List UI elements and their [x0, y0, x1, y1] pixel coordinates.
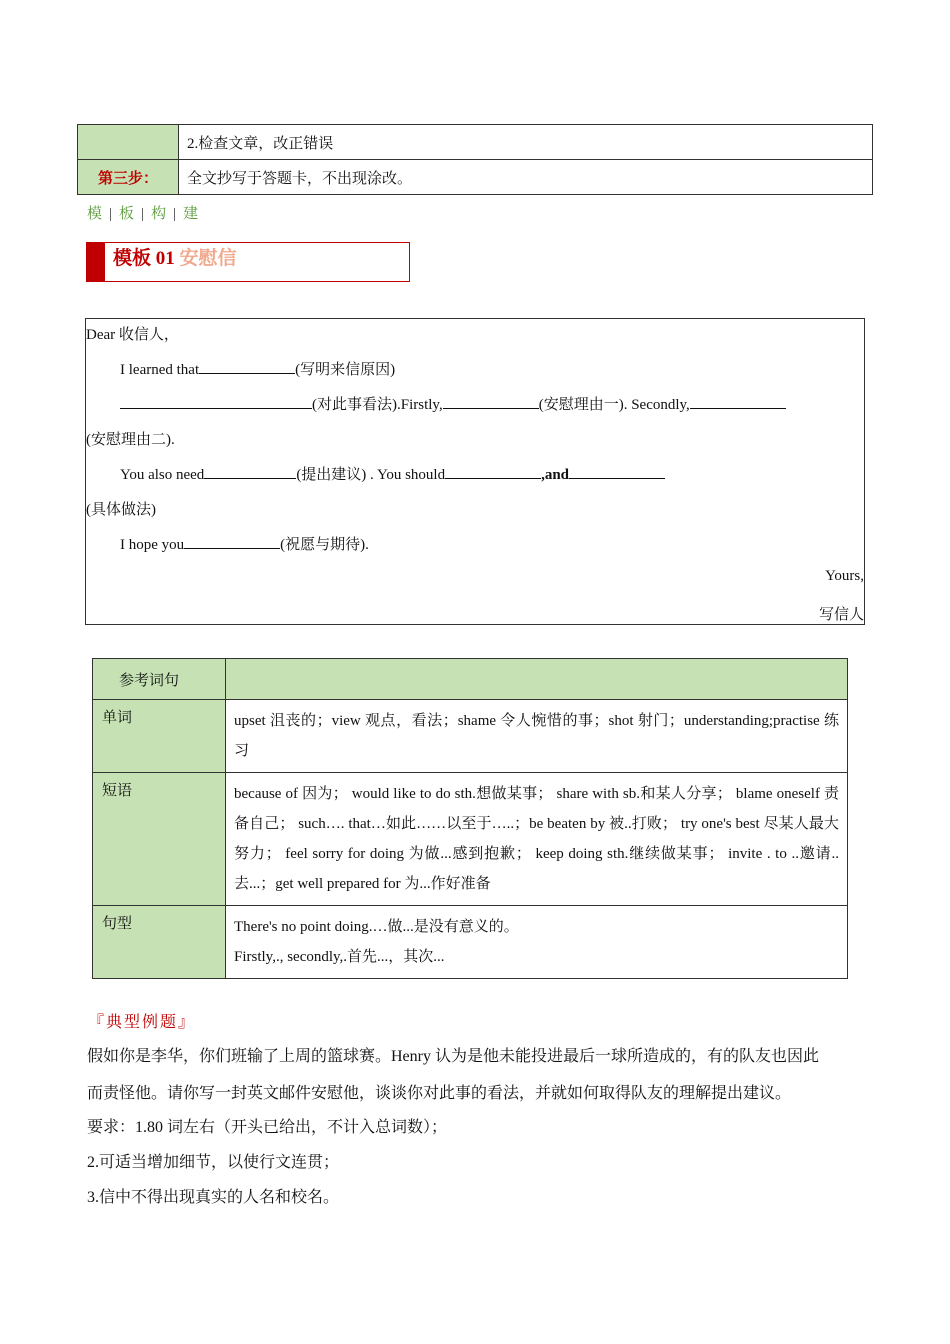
blank-line — [199, 359, 295, 374]
letter-line: (具体做法) — [86, 502, 156, 518]
reference-row — [93, 906, 848, 979]
reference-key: 句型 — [93, 906, 226, 979]
steps-table — [77, 124, 873, 195]
letter-closing: Yours, — [825, 568, 864, 584]
blank-line — [445, 464, 541, 479]
blank-line — [443, 394, 539, 409]
reference-header-row — [93, 659, 848, 700]
blank-line — [569, 464, 665, 479]
letter-salutation: Dear 收信人， — [86, 327, 179, 343]
letter-line: (安慰理由二). — [86, 432, 175, 448]
template-title — [113, 243, 237, 270]
steps-row — [78, 125, 873, 160]
example-requirement: 3.信中不得出现真实的人名和校名。 — [87, 1189, 340, 1206]
steps-label-cell: 第三步： — [78, 160, 179, 195]
reference-row — [93, 773, 848, 906]
example-paragraph: 而责怪他。请你写一封英文邮件安慰他，谈谈你对此事的看法，并就如何取得队友的理解提出建议。 — [87, 1085, 792, 1102]
letter-template — [85, 318, 865, 625]
template-title-bold: 模板 01 — [113, 248, 180, 269]
reference-header: 参考词句 — [93, 659, 226, 700]
template-heading-bar — [86, 242, 105, 282]
nav-char: 板 — [119, 206, 136, 222]
letter-line: You also need (提出建议) . You should ,and — [120, 463, 665, 484]
steps-text: 2.检查文章，改正错误 — [179, 125, 873, 160]
reference-sentence: Firstly,., secondly,.首先...，其次... — [234, 949, 445, 965]
nav-char: 构 — [151, 206, 168, 222]
example-requirement: 2.可适当增加细节，以使行文连贯； — [87, 1154, 340, 1171]
reference-table — [92, 658, 848, 979]
reference-sentence: There's no point doing.…做...是没有意义的。 — [234, 919, 519, 935]
letter-line: I learned that (写明来信原因) — [120, 358, 395, 379]
section-nav: 模 | 板 | 构 | 建 — [87, 206, 200, 222]
reference-key: 短语 — [93, 773, 226, 906]
letter-line: (对此事看法).Firstly, (安慰理由一). Secondly, — [120, 393, 786, 414]
blank-line — [184, 534, 280, 549]
nav-char: 模 — [87, 206, 104, 222]
nav-char: 建 — [183, 206, 200, 222]
example-paragraph: 假如你是李华，你们班输了上周的篮球赛。Henry 认为是他未能投进最后一球所造成的，有的队友也因此 — [87, 1048, 819, 1065]
steps-text: 全文抄写于答题卡，不出现涂改。 — [179, 160, 873, 195]
letter-line: I hope you (祝愿与期待). — [120, 533, 369, 554]
reference-row — [93, 700, 848, 773]
reference-key: 单词 — [93, 700, 226, 773]
blank-line — [690, 394, 786, 409]
steps-label-cell — [78, 125, 179, 160]
steps-row — [78, 160, 873, 195]
example-title: 『典型例题』 — [88, 1014, 197, 1031]
blank-line — [204, 464, 296, 479]
reference-value — [226, 906, 848, 979]
example-requirement: 要求：1.80 词左右（开头已给出，不计入总词数）； — [87, 1119, 448, 1136]
reference-value: because of 因为； would like to do sth.想做某事； share with sb.和某人分享； blame oneself 责备自己； such…. that…如此……以至于…..；be beaten by 被..打败； try one's best 尽某人最大努力； feel sorry for doing 为做...感到抱歉； keep doing sth.继续做某事； invite . to ..邀请..去...；get well prepared for 为...作好准备 — [226, 773, 848, 906]
reference-header-empty — [226, 659, 848, 700]
letter-signature: 写信人 — [818, 607, 864, 623]
reference-value: upset 沮丧的；view 观点，看法；shame 令人惋惜的事；shot 射门；understanding;practise 练习 — [226, 700, 848, 773]
blank-line — [120, 394, 312, 409]
template-title-light: 安慰信 — [179, 248, 237, 269]
